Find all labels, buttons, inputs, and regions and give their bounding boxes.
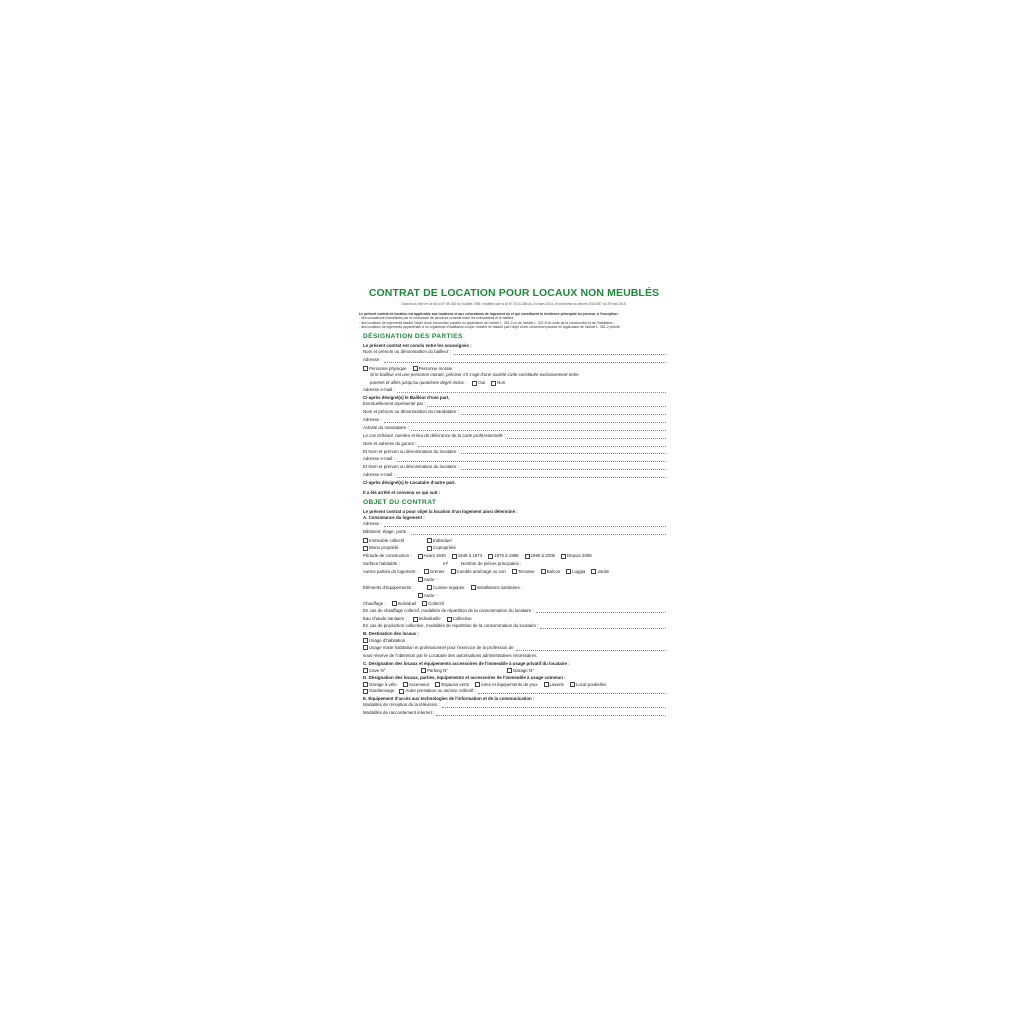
checkbox-eau-individuelle[interactable]: [413, 616, 441, 622]
checkbox-icon[interactable]: [399, 689, 404, 694]
field-label: Le cas échéant, numéro et lieu de délivrance de la carte professionnelle :: [363, 432, 506, 438]
autre-row: [418, 592, 672, 600]
checkbox-icon: [452, 554, 457, 559]
checkbox-label: Copropriété: [433, 545, 456, 551]
field-label: sous réserve de l'obtention par le Locataire des autorisations administratives nécessaires.: [363, 652, 538, 658]
checkbox-terrasse[interactable]: [512, 569, 535, 575]
field-label: Adresse e-mail :: [363, 472, 395, 478]
checkbox-garage[interactable]: [507, 668, 534, 674]
section-a-title: A. Consistance du logement :: [363, 514, 425, 520]
carte-pro-field[interactable]: [363, 433, 666, 441]
checkbox-icon: [418, 554, 423, 559]
fill-line: [461, 411, 666, 415]
field-label: Activité du mandataire :: [363, 424, 409, 430]
checkbox-mono-propriete[interactable]: [363, 545, 421, 551]
checkbox-icon: [413, 366, 418, 371]
checkbox-label: Garage N°: [513, 667, 534, 673]
fill-line: [453, 351, 666, 355]
checkbox-label: Individuel: [397, 600, 417, 606]
fill-line: [478, 690, 666, 694]
field-label: Autres parties du logement :: [363, 569, 418, 575]
checkbox-icon: [447, 617, 452, 622]
section-b-title: B. Destination des locaux :: [363, 631, 420, 637]
checkbox-label: Depuis 2005: [566, 553, 592, 559]
checkbox-label: Comble aménagé ou non: [456, 569, 506, 575]
checkbox-periode[interactable]: [418, 553, 446, 559]
section-parties: DÉSIGNATION DES PARTIES: [363, 332, 463, 340]
checkbox-icon: [561, 554, 566, 559]
checkbox-autre[interactable]: [418, 593, 437, 599]
checkbox-icon: [435, 682, 440, 687]
checkbox-icon: [363, 366, 368, 371]
checkbox-icon[interactable]: [363, 645, 368, 650]
checkbox-label: Individuel: [433, 537, 452, 543]
checkbox-local-poubelles[interactable]: [570, 682, 607, 688]
checkbox-label: Collectif: [428, 600, 444, 606]
checkbox-label: Oui: [478, 380, 486, 386]
privatif-checks: [363, 667, 672, 675]
field-label: Chauffage :: [363, 600, 386, 606]
field-label: Nom et prénom ou dénomination du mandataire :: [363, 409, 459, 415]
checkbox-jardin[interactable]: [591, 569, 609, 575]
fill-line: [507, 435, 666, 439]
checkbox-copropriete[interactable]: [427, 545, 456, 551]
production-collective-field[interactable]: [363, 623, 666, 631]
checkbox-icon[interactable]: [363, 689, 368, 694]
checkbox-label: 1949 à 1974: [457, 553, 483, 559]
checkbox-icon: [427, 546, 432, 551]
checkbox-personne-physique[interactable]: [363, 366, 407, 372]
field-label: Surface habitable :: [363, 561, 400, 567]
represente-field[interactable]: [363, 401, 666, 409]
commun-checks: [363, 681, 672, 689]
fill-line: [540, 625, 666, 629]
fill-line: [461, 466, 666, 470]
periode-checks: [363, 552, 672, 560]
checkbox-icon: [471, 585, 476, 590]
field-label: En cas de production collective, modalités de répartition de la consommation du locataire :: [363, 623, 539, 629]
checkbox-icon: [570, 682, 575, 687]
note-line: Si le bailleur est une personne morale, préciser s'il s'agit d'une société civile constituée exclusivement entre: [370, 372, 579, 378]
field-label: Et Nom et prénom ou dénomination du locataire :: [363, 448, 459, 454]
checkbox-label: Balcon: [546, 569, 561, 575]
checkbox-espaces-verts[interactable]: [435, 682, 469, 688]
field-label: Adresse e-mail :: [363, 456, 395, 462]
field-label: Modalités de raccordement internet :: [363, 710, 435, 716]
checkbox-icon: [421, 668, 426, 673]
checkbox-icon: [363, 682, 368, 687]
checkbox-sanitaires[interactable]: [471, 585, 523, 591]
fill-line: [397, 474, 666, 478]
usage-habitation-row: [363, 637, 672, 645]
checkbox-label: 1975 à 1989: [494, 553, 519, 559]
checkbox-label: Autre :: [424, 576, 437, 582]
checkbox-label: Installations sanitaires :: [476, 584, 523, 590]
checkbox-periode[interactable]: [561, 553, 592, 559]
checkbox-grenier[interactable]: [424, 569, 445, 575]
checkbox-icon: [525, 554, 530, 559]
autre-row: [418, 576, 672, 584]
checkbox-icon: [422, 601, 427, 606]
objet-heading: Le présent contrat a pour objet la location d'un logement ainsi déterminé :: [363, 508, 518, 514]
section-c-title: C. Désignation des locaux et équipements accessoires de l'immeuble à usage privatif du locataire :: [363, 660, 570, 666]
societe-civile-checks: [370, 379, 672, 387]
surface-row: [363, 560, 672, 568]
usage-mixte-field[interactable]: [363, 645, 666, 653]
checkbox-icon: [591, 569, 596, 574]
checkbox-usage-habitation[interactable]: [363, 638, 405, 644]
checkbox-ascenseur[interactable]: [403, 682, 430, 688]
checkbox-icon: [507, 668, 512, 673]
checkbox-chauffage-collectif[interactable]: [422, 601, 444, 607]
checkbox-cave[interactable]: [363, 668, 415, 674]
checkbox-periode[interactable]: [452, 553, 482, 559]
checkbox-label: Cave N°: [369, 667, 386, 673]
garant-field[interactable]: [363, 441, 666, 449]
checkbox-icon: [363, 538, 368, 543]
checkbox-icon: [488, 554, 493, 559]
bailleur-address-field[interactable]: [363, 357, 666, 365]
checkbox-icon: [544, 682, 549, 687]
checkbox-icon: [363, 638, 368, 643]
checkbox-label: Jardin: [597, 569, 610, 575]
checkbox-icon: [427, 538, 432, 543]
checkbox-label: Collective: [452, 616, 472, 622]
checkbox-autre[interactable]: [418, 577, 437, 583]
checkbox-laverie[interactable]: [544, 682, 564, 688]
checkbox-label: Laverie: [549, 681, 564, 687]
checkbox-label: Parking N°: [427, 667, 449, 673]
chauffage-checks: [363, 600, 672, 608]
checkbox-eau-collective[interactable]: [447, 616, 472, 622]
checkbox-label: Individuelle: [418, 616, 441, 622]
note-line: parents et alliés jusqu'au quatrième degré inclus :: [370, 380, 467, 386]
usage-mixte-note: [363, 653, 666, 661]
field-label: Adresse :: [363, 356, 382, 362]
ci-apres-bailleur: Ci-après désigné(s) le Bailleur d'une part,: [363, 395, 450, 401]
fill-line: [516, 647, 666, 651]
checkbox-label: Non: [497, 380, 506, 386]
checkbox-icon: [541, 569, 546, 574]
bailleur-email-field[interactable]: [363, 387, 666, 395]
ci-apres-locataire: Ci-après désigné(s) le Locataire d'autre part.: [363, 480, 456, 486]
checkbox-cuisine[interactable]: [427, 585, 465, 591]
fill-line: [384, 359, 666, 363]
intro-line: - des locations de logements faisant l'objet d'une convention passée en application de l'article L. 351-2 ou de l'article L. 321-8 du code de la construction et de l'habitation ;: [359, 320, 615, 325]
fill-line: [384, 419, 666, 423]
checkbox-label: Immeuble collectif: [369, 537, 405, 543]
checkbox-icon: [363, 668, 368, 673]
fill-line: [436, 712, 666, 716]
checkbox-label: Garage à vélo: [369, 681, 397, 687]
checkbox-label: Ascenseur: [408, 681, 430, 687]
section-e-title: E. Équipement d'accès aux technologies de l'information et de la communication :: [363, 696, 535, 702]
contract-page: [356, 282, 672, 718]
field-label: Nom et prénom ou dénomination du bailleur :: [363, 348, 451, 354]
checkbox-label: Avant 1949: [423, 553, 446, 559]
checkbox-label: Autre prestation ou service collectif :: [405, 688, 476, 694]
checkbox-personne-morale[interactable]: [413, 366, 452, 372]
chauffage-collectif-field[interactable]: [363, 608, 666, 616]
field-label: Modalités de réception de la télévision :: [363, 702, 440, 708]
tv-field[interactable]: [363, 702, 666, 710]
field-label: Nombre de pièces principales :: [461, 561, 522, 567]
field-label: Nom et adresse du garant :: [363, 440, 417, 446]
fill-line: [411, 531, 666, 535]
parties-heading: Le présent contrat est conclu entre les soussignés :: [363, 342, 472, 348]
checkbox-individuel[interactable]: [427, 538, 452, 544]
bailleur-type-checks: [363, 365, 672, 373]
field-label: Bâtiment, étage, porte :: [363, 528, 409, 534]
fill-line: [427, 403, 666, 407]
propriete-checks: [363, 544, 672, 552]
immeuble-checks: [363, 537, 672, 545]
autres-parties-checks: [363, 568, 672, 576]
intro-line: Le présent contrat de location est applicable aux locations et aux colocations de logement nu et qui constituent la résidence principale du preneur, à l'exception :: [359, 311, 620, 316]
batiment-field[interactable]: [363, 529, 666, 537]
checkbox-icon: [424, 569, 429, 574]
checkbox-label: Autre :: [424, 592, 437, 598]
fill-line: [418, 443, 666, 447]
checkbox-balcon[interactable]: [541, 569, 560, 575]
checkbox-garage-velo[interactable]: [363, 682, 397, 688]
checkbox-icon: [427, 585, 432, 590]
field-label: Eventuellement représenté par :: [363, 401, 426, 407]
fill-line: [442, 704, 666, 708]
fill-line: [536, 609, 666, 613]
checkbox-label: Terrasse: [517, 569, 535, 575]
checkbox-icon: [475, 682, 480, 687]
checkbox-label: Aires et équipements de jeux: [480, 681, 538, 687]
checkbox-icon: [363, 546, 368, 551]
checkbox-chauffage-individuel[interactable]: [392, 601, 417, 607]
arrete-text: Il a été arrêté et convenu ce qui suit :: [363, 490, 441, 496]
field-label: En cas de chauffage collectif, modalités de répartition de la consommation du locataire :: [363, 607, 534, 613]
equipements-checks: [363, 584, 672, 592]
locataire2-email-field[interactable]: [363, 472, 666, 480]
checkbox-icon: [403, 682, 408, 687]
checkbox-icon: [418, 577, 423, 582]
intro-line: - des locations de logements appartenant à un organisme d'habitation à loyer modéré ne faisant pas l'objet d'une convention passée en application de l'article L. 351-2 précité.: [359, 325, 621, 330]
fill-line: [461, 450, 666, 454]
checkbox-icon: [491, 381, 496, 386]
checkbox-loggia[interactable]: [566, 569, 585, 575]
field-label: Adresse :: [363, 520, 382, 526]
field-label: Éléments d'équipements :: [363, 584, 414, 590]
logement-address-field[interactable]: [363, 521, 666, 529]
section-d-title: D. Désignation des locaux, parties, équipements et accessoires de l'immeuble à usage commun :: [363, 674, 566, 680]
checkbox-icon: [566, 569, 571, 574]
checkbox-label: Personne morale: [418, 365, 453, 371]
locataire2-name-field[interactable]: [363, 464, 666, 472]
checkbox-label: Usage d'habitation: [369, 638, 406, 644]
checkbox-label: Cuisine équipée: [433, 584, 465, 590]
bailleur-name-field[interactable]: [363, 349, 666, 357]
checkbox-label: Espaces verts: [441, 681, 469, 687]
checkbox-icon: [512, 569, 517, 574]
intro-text: [359, 312, 672, 330]
checkbox-label: Mono propriété: [369, 545, 399, 551]
surface-field[interactable]: [363, 561, 437, 567]
mandataire-name-field[interactable]: [363, 409, 666, 417]
field-label: Usage mixte habitation et professionnel pour l'exercice de la profession de: [369, 645, 514, 651]
field-label: Période de construction :: [363, 553, 412, 559]
section-objet: OBJET DU CONTRAT: [363, 498, 437, 506]
commun-autre-field[interactable]: [363, 688, 666, 696]
locataire1-email-field[interactable]: [363, 456, 666, 464]
checkbox-immeuble-collectif[interactable]: [363, 538, 421, 544]
field-label: Eau chaude sanitaire :: [363, 616, 407, 622]
pieces-field[interactable]: [461, 561, 521, 567]
checkbox-label: Local poubelles: [575, 681, 607, 687]
checkbox-icon: [392, 601, 397, 606]
internet-field[interactable]: [363, 710, 666, 718]
document-title: CONTRAT DE LOCATION POUR LOCAUX NON MEUBLÉS: [368, 287, 660, 299]
checkbox-label: Gardiennage: [369, 688, 395, 694]
locataire1-name-field[interactable]: [363, 449, 666, 457]
field-label: Adresse :: [363, 416, 382, 422]
checkbox-oui[interactable]: [472, 380, 485, 386]
field-label: Et Nom et prénom ou dénomination du locataire :: [363, 464, 459, 470]
checkbox-label: 1990 à 2005: [530, 553, 555, 559]
fill-line: [384, 523, 666, 527]
checkbox-periode[interactable]: [488, 553, 518, 559]
checkbox-label: Grenier: [429, 569, 445, 575]
legal-source: Soumis au titre Ier de la loi N° 89-462 du 6 juillet 1989, modifiée par la loi N° 2014-366 du 24 mars 2014, et conforme au décret 2015-587 du 29 mai 2015.: [401, 302, 627, 307]
eau-chaude-checks: [363, 615, 672, 623]
checkbox-icon: [413, 617, 418, 622]
field-label: Adresse e-mail :: [363, 387, 395, 393]
fill-line: [397, 389, 666, 393]
checkbox-comble[interactable]: [451, 569, 506, 575]
checkbox-icon: [418, 593, 423, 598]
fill-line: [411, 427, 666, 431]
checkbox-icon: [472, 381, 477, 386]
checkbox-parking[interactable]: [421, 668, 501, 674]
unit-label: m²: [443, 561, 449, 567]
checkbox-non[interactable]: [491, 380, 505, 386]
fill-line: [397, 458, 666, 462]
checkbox-periode[interactable]: [525, 553, 555, 559]
mandataire-address-field[interactable]: [363, 417, 666, 425]
checkbox-label: Personne physique: [369, 365, 407, 371]
checkbox-label: Loggia: [572, 569, 586, 575]
intro-line: - des colocations formalisées par la conclusion de plusieurs contrats entre les colocataires et le bailleur ;: [359, 316, 516, 321]
checkbox-aires-jeux[interactable]: [475, 682, 538, 688]
mandataire-activity-field[interactable]: [363, 425, 666, 433]
checkbox-icon: [451, 569, 456, 574]
